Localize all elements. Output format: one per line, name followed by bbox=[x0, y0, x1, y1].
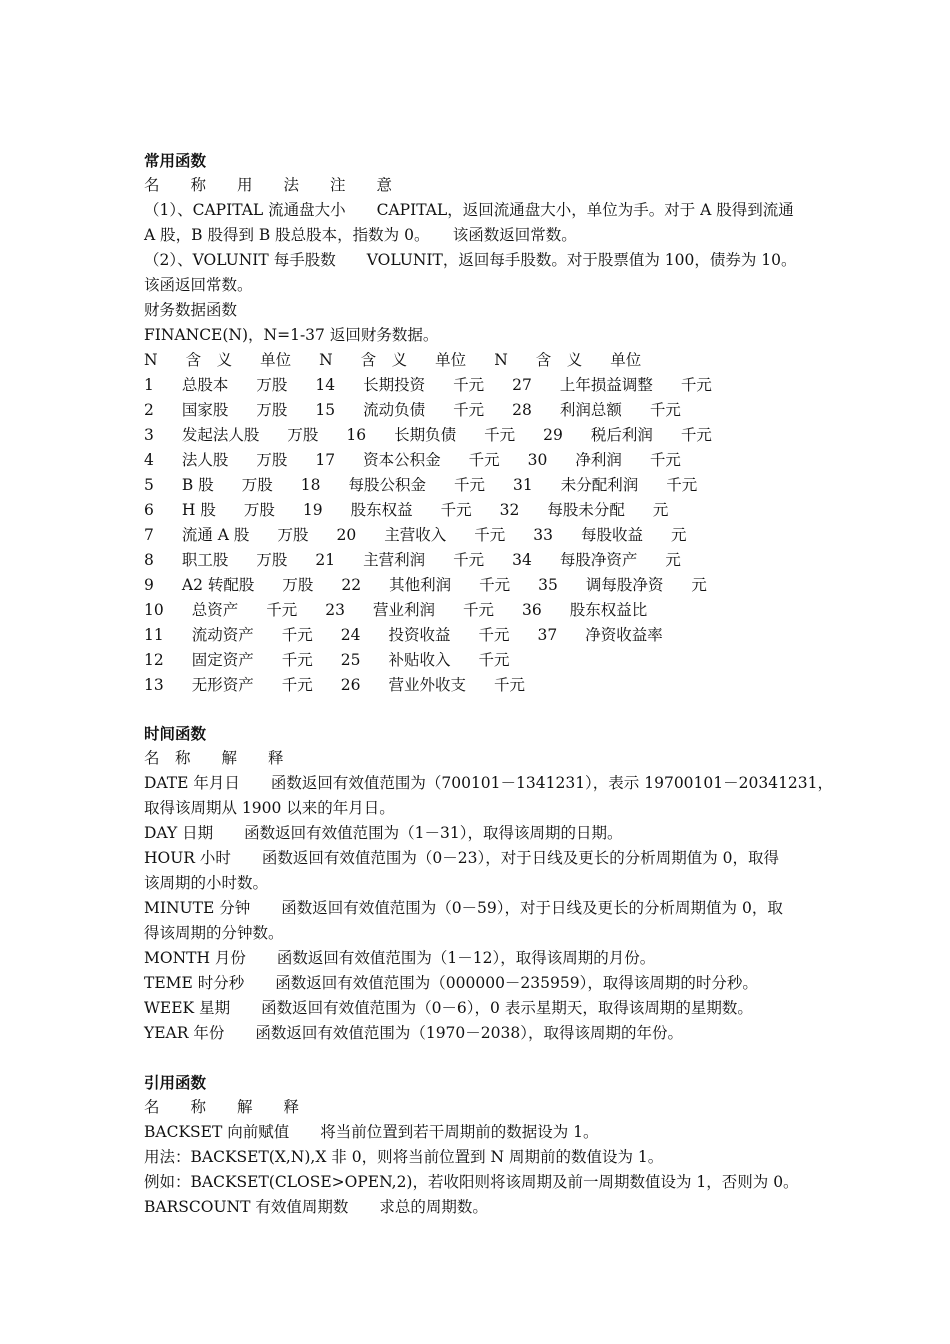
table-cell: 未分配利润 bbox=[560, 476, 639, 494]
table-cell: 千元 bbox=[484, 426, 516, 444]
table-cell: 每股未分配 bbox=[547, 501, 625, 519]
paragraph-line: 用法：BACKSET(X,N),X 非 0，则将当前位置到 N 周期前的数值设为 1。 bbox=[144, 1148, 664, 1166]
table-cell: 千元 bbox=[468, 451, 500, 469]
table-cell: 千元 bbox=[453, 401, 485, 419]
table-cell: 上年损益调整 bbox=[559, 376, 653, 394]
section-title-time: 时间函数 bbox=[144, 724, 207, 743]
table-cell: 35 bbox=[538, 576, 558, 594]
table-cell: 千元 bbox=[453, 551, 485, 569]
table-cell: 含 义 bbox=[535, 351, 583, 369]
paragraph-line: 财务数据函数 bbox=[144, 301, 238, 319]
table-cell: 主营利润 bbox=[363, 551, 426, 569]
table-cell: 32 bbox=[499, 501, 520, 519]
table-cell: 补贴收入 bbox=[388, 651, 451, 669]
table-cell: 20 bbox=[336, 526, 357, 544]
table-cell: 3 bbox=[144, 426, 154, 444]
table-cell: 30 bbox=[527, 451, 548, 469]
table-cell: 元 bbox=[670, 526, 687, 544]
table-cell: 长期负债 bbox=[394, 426, 457, 444]
table-cell: 营业外收支 bbox=[388, 676, 467, 694]
table-cell: 股东权益 bbox=[350, 501, 413, 519]
table-cell: 千元 bbox=[463, 601, 495, 619]
table-cell: 无形资产 bbox=[191, 676, 254, 694]
table-cell: 单位 bbox=[260, 351, 292, 369]
table-cell: 调每股净资 bbox=[585, 576, 664, 594]
table-cell: 元 bbox=[665, 551, 681, 569]
paragraph-line: MONTH 月份 函数返回有效值范围为（1－12），取得该周期的月份。 bbox=[144, 949, 656, 967]
table-cell: 34 bbox=[512, 551, 532, 569]
table-cell: 27 bbox=[512, 376, 532, 394]
table-cell: 千元 bbox=[479, 576, 511, 594]
table-cell: 利润总额 bbox=[559, 401, 622, 419]
table-cell: 18 bbox=[300, 476, 321, 494]
table-cell: 元 bbox=[691, 576, 707, 594]
table-cell: 千元 bbox=[440, 501, 472, 519]
table-cell: 流动资产 bbox=[191, 626, 254, 644]
paragraph-line: YEAR 年份 函数返回有效值范围为（1970－2038），取得该周期的年份。 bbox=[144, 1024, 683, 1042]
table-cell: 每股收益 bbox=[580, 526, 643, 544]
table-cell: 万股 bbox=[282, 576, 314, 594]
table-cell: 资本公积金 bbox=[363, 451, 441, 469]
table-cell: 千元 bbox=[266, 601, 298, 619]
table-cell: 万股 bbox=[256, 376, 288, 394]
table-cell: 5 bbox=[144, 476, 154, 494]
section-header-ref: 名 称 解 释 bbox=[144, 1098, 300, 1116]
paragraph-line: HOUR 小时 函数返回有效值范围为（0－23），对于日线及更长的分析周期值为 0，取得 bbox=[144, 849, 780, 867]
table-cell: 税后利润 bbox=[590, 426, 653, 444]
paragraph-line: （1）、CAPITAL 流通盘大小 CAPITAL，返回流通盘大小，单位为手。对于 A 股得到流通 bbox=[144, 201, 794, 219]
table-cell: 25 bbox=[340, 651, 361, 669]
table-cell: 6 bbox=[144, 501, 154, 519]
table-cell: 每股公积金 bbox=[348, 476, 426, 494]
table-cell: 1 bbox=[144, 376, 154, 394]
table-cell: 千元 bbox=[453, 376, 485, 394]
table-cell: 股东权益比 bbox=[569, 601, 648, 619]
table-cell: 14 bbox=[315, 376, 336, 394]
table-cell: 总股本 bbox=[181, 376, 229, 394]
table-cell: 19 bbox=[302, 501, 323, 519]
table-cell: 36 bbox=[522, 601, 542, 619]
paragraph-line: 该函返回常数。 bbox=[144, 276, 253, 294]
table-cell: 千元 bbox=[281, 626, 313, 644]
table-cell: A2 转配股 bbox=[181, 576, 255, 594]
table-cell: 含 义 bbox=[185, 351, 233, 369]
paragraph-line: 例如：BACKSET(CLOSE>OPEN,2)，若收阳则将该周期及前一周期数值设为 1，否则为 0。 bbox=[144, 1173, 799, 1191]
section-title-ref: 引用函数 bbox=[144, 1073, 207, 1092]
table-cell: 单位 bbox=[435, 351, 467, 369]
paragraph-line: （2）、VOLUNIT 每手股数 VOLUNIT，返回每手股数。对于股票值为 100，债券为 10。 bbox=[144, 251, 797, 269]
table-cell: 33 bbox=[533, 526, 553, 544]
section-header-common: 名 称 用 法 注 意 bbox=[144, 176, 393, 194]
table-cell: 法人股 bbox=[181, 451, 229, 469]
table-cell: 千元 bbox=[474, 526, 506, 544]
table-cell: 万股 bbox=[287, 426, 319, 444]
paragraph-line: MINUTE 分钟 函数返回有效值范围为（0－59），对于日线及更长的分析周期值为 0，取 bbox=[144, 899, 783, 917]
table-cell: 营业利润 bbox=[373, 601, 436, 619]
table-cell: 流通 A 股 bbox=[181, 526, 250, 544]
table-cell: 千元 bbox=[666, 476, 698, 494]
table-cell: 9 bbox=[144, 576, 154, 594]
table-cell: 千元 bbox=[453, 476, 485, 494]
table-cell: 千元 bbox=[649, 401, 681, 419]
table-cell: 国家股 bbox=[181, 401, 229, 419]
table-cell: 8 bbox=[144, 551, 154, 569]
table-cell: 含 义 bbox=[360, 351, 408, 369]
table-cell: H 股 bbox=[181, 501, 216, 519]
table-cell: 长期投资 bbox=[363, 376, 426, 394]
table-cell: 31 bbox=[512, 476, 533, 494]
paragraph-line: WEEK 星期 函数返回有效值范围为（0－6），0 表示星期天，取得该周期的星期数。 bbox=[144, 999, 753, 1017]
table-cell: 28 bbox=[512, 401, 532, 419]
table-cell: 万股 bbox=[277, 526, 309, 544]
section-title-common: 常用函数 bbox=[144, 151, 207, 170]
table-cell: 净资收益率 bbox=[585, 626, 663, 644]
paragraph-line: 取得该周期从 1900 以来的年月日。 bbox=[144, 799, 395, 817]
paragraph-line: DAY 日期 函数返回有效值范围为（1－31），取得该周期的日期。 bbox=[144, 824, 623, 842]
table-cell: N bbox=[494, 351, 508, 369]
paragraph-line: BACKSET 向前赋值 将当前位置到若干周期前的数据设为 1。 bbox=[144, 1123, 599, 1141]
table-cell: 万股 bbox=[243, 501, 275, 519]
table-cell: 千元 bbox=[478, 651, 510, 669]
table-cell: 千元 bbox=[281, 676, 313, 694]
table-cell: 16 bbox=[346, 426, 367, 444]
table-cell: 23 bbox=[325, 601, 345, 619]
table-cell: 29 bbox=[543, 426, 563, 444]
table-cell: 固定资产 bbox=[191, 651, 254, 669]
table-cell: 4 bbox=[144, 451, 154, 469]
table-cell: 26 bbox=[340, 676, 361, 694]
paragraph-line: FINANCE(N)，N=1-37 返回财务数据。 bbox=[144, 326, 439, 344]
table-cell: 发起法人股 bbox=[181, 426, 260, 444]
table-cell: 24 bbox=[340, 626, 361, 644]
table-cell: 净利润 bbox=[575, 451, 622, 469]
paragraph-line: A 股，B 股得到 B 股总股本，指数为 0。 该函数返回常数。 bbox=[144, 226, 577, 244]
section-header-time: 名 称 解 释 bbox=[144, 749, 284, 767]
table-cell: 万股 bbox=[256, 401, 288, 419]
table-cell: 千元 bbox=[649, 451, 681, 469]
table-cell: 7 bbox=[144, 526, 154, 544]
table-cell: 千元 bbox=[281, 651, 313, 669]
table-cell: 22 bbox=[341, 576, 362, 594]
table-cell: 每股净资产 bbox=[559, 551, 638, 569]
table-cell: 其他利润 bbox=[389, 576, 452, 594]
table-cell: 17 bbox=[315, 451, 336, 469]
paragraph-line: 得该周期的分钟数。 bbox=[144, 924, 284, 942]
table-cell: 15 bbox=[315, 401, 336, 419]
table-cell: 职工股 bbox=[181, 551, 229, 569]
table-cell: 11 bbox=[144, 626, 164, 644]
table-cell: 21 bbox=[315, 551, 336, 569]
table-cell: 总资产 bbox=[191, 601, 239, 619]
table-cell: 投资收益 bbox=[388, 626, 451, 644]
table-cell: 千元 bbox=[680, 376, 712, 394]
paragraph-line: BARSCOUNT 有效值周期数 求总的周期数。 bbox=[144, 1198, 488, 1216]
table-cell: 主营收入 bbox=[384, 526, 447, 544]
table-cell: 万股 bbox=[256, 451, 288, 469]
table-cell: 单位 bbox=[610, 351, 642, 369]
paragraph-line: DATE 年月日 函数返回有效值范围为（700101－1341231），表示 19700101－20341231， bbox=[144, 774, 834, 792]
table-cell: 万股 bbox=[241, 476, 273, 494]
table-cell: 12 bbox=[144, 651, 164, 669]
table-cell: 元 bbox=[652, 501, 669, 519]
table-cell: 13 bbox=[144, 676, 164, 694]
table-cell: 千元 bbox=[478, 626, 510, 644]
table-cell: 千元 bbox=[680, 426, 712, 444]
paragraph-line: 该周期的小时数。 bbox=[144, 874, 269, 892]
table-cell: 千元 bbox=[494, 676, 526, 694]
table-cell: 10 bbox=[144, 601, 164, 619]
table-cell: N bbox=[319, 351, 333, 369]
table-cell: 2 bbox=[144, 401, 154, 419]
table-cell: B 股 bbox=[181, 476, 214, 494]
table-cell: 37 bbox=[537, 626, 558, 644]
paragraph-line: TEME 时分秒 函数返回有效值范围为（000000－235959），取得该周期的时分秒。 bbox=[144, 974, 758, 992]
table-cell: 流动负债 bbox=[363, 401, 426, 419]
table-cell: 万股 bbox=[256, 551, 288, 569]
table-cell: N bbox=[144, 351, 158, 369]
